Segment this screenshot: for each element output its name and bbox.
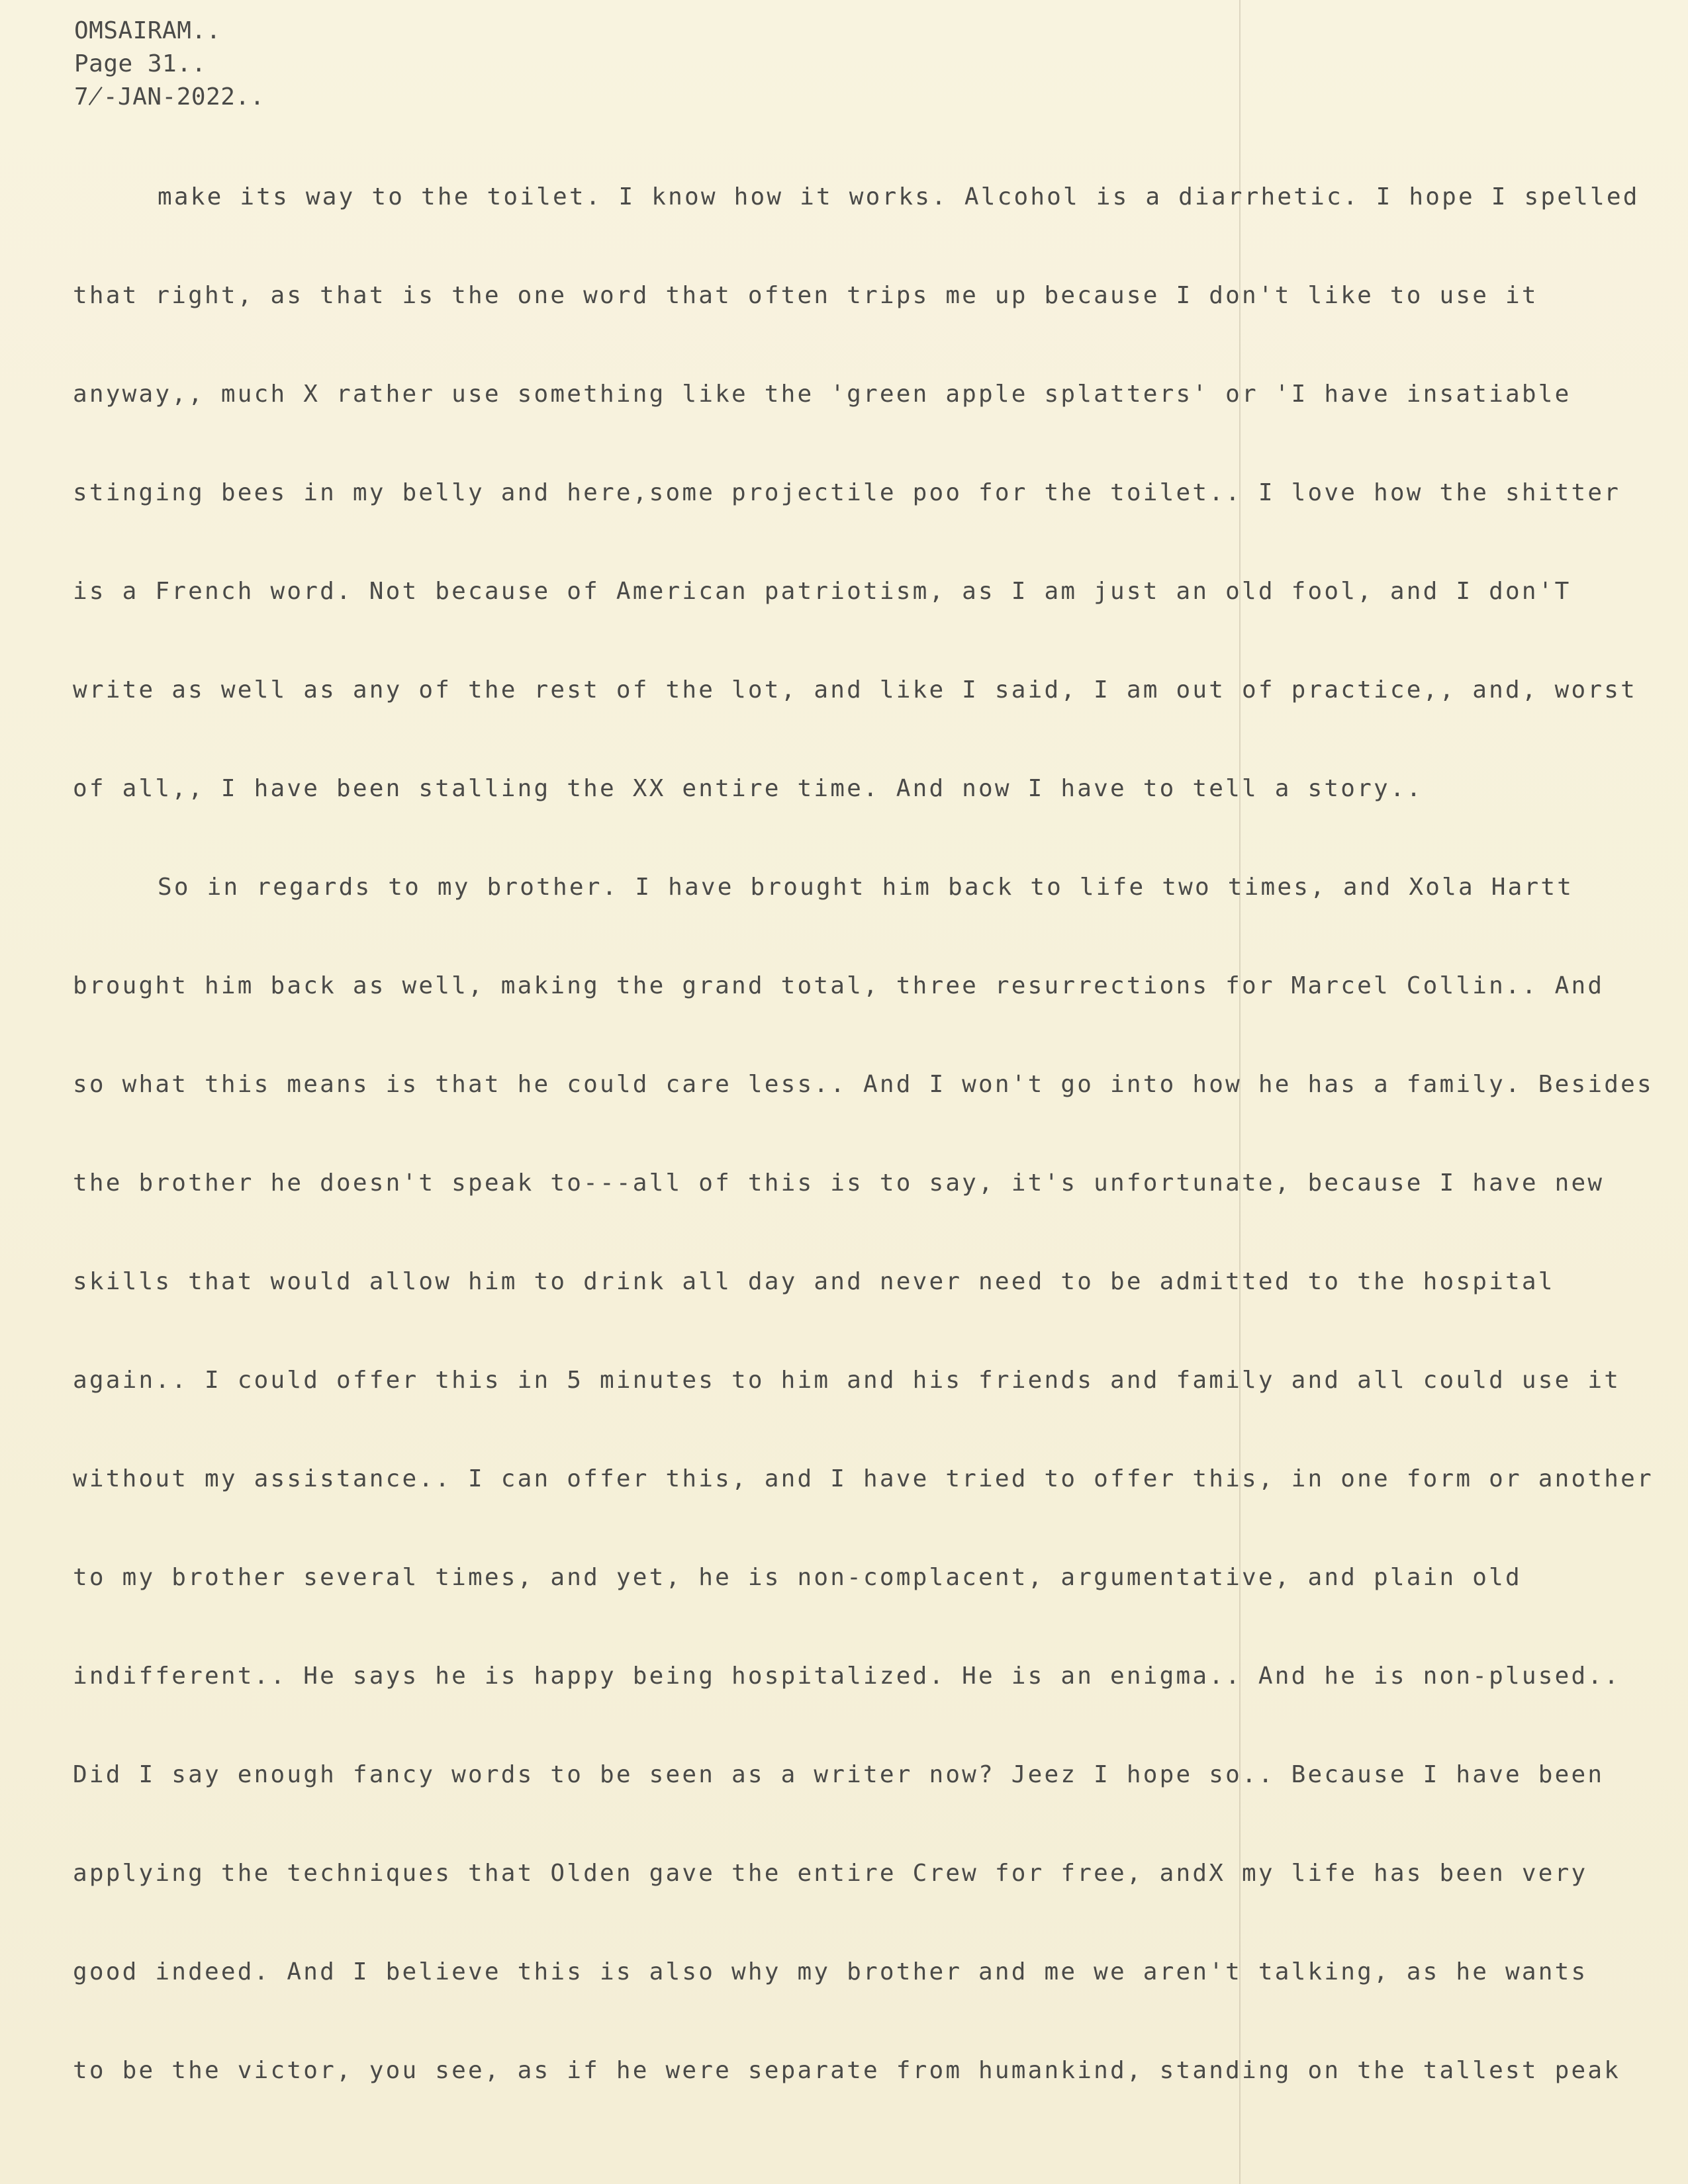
text-line: to be the victor, you see, as if he were separate from humankind, standing on the tallest peak xyxy=(73,2057,1621,2084)
text-line: stinging bees in my belly and here,some projectile poo for the toilet.. I love how the shitter xyxy=(73,479,1621,506)
body-text xyxy=(73,173,1654,2146)
text-line: to my brother several times, and yet, he is non-complacent, argumentative, and plain old xyxy=(73,1564,1522,1591)
text-line: write as well as any of the rest of the lot, and like I said, I am out of practice,, and, worst xyxy=(73,676,1638,704)
text-line: applying the techniques that Olden gave the entire Crew for free, andX my life has been very xyxy=(73,1860,1588,1887)
text-line: again.. I could offer this in 5 minutes to him and his friends and family and all could use it xyxy=(73,1367,1621,1394)
text-line: of all,, I have been stalling the XX entire time. And now I have to tell a story.. xyxy=(73,775,1423,802)
text-line: brought him back as well, making the grand total, three resurrections for Marcel Collin.. And xyxy=(73,972,1605,999)
text-line: that right, as that is the one word that often trips me up because I don't like to use it xyxy=(73,282,1538,309)
page-header xyxy=(74,15,265,114)
text-line: Did I say enough fancy words to be seen as a writer now? Jeez I hope so.. Because I have been xyxy=(73,1761,1605,1788)
text-line: without my assistance.. I can offer this, and I have tried to offer this, in one form or another xyxy=(73,1465,1654,1492)
header-date: 7̸-JAN-2022.. xyxy=(74,83,265,111)
text-line: the brother he doesn't speak to---all of this is to say, it's unfortunate, because I have new xyxy=(73,1169,1605,1197)
text-line: indifferent.. He says he is happy being hospitalized. He is an enigma.. And he is non-plused.. xyxy=(73,1662,1621,1690)
text-line: anyway,, much X rather use something like the 'green apple splatters' or 'I have insatiable xyxy=(73,381,1571,408)
header-page-number: Page 31.. xyxy=(74,50,207,77)
text-line: good indeed. And I believe this is also why my brother and me we aren't talking, as he wants xyxy=(73,1958,1588,1985)
header-title: OMSAIRAM.. xyxy=(74,17,221,44)
text-line: is a French word. Not because of American patriotism, as I am just an old fool, and I don'T xyxy=(73,578,1571,605)
text-line: so what this means is that he could care less.. And I won't go into how he has a family. Besides xyxy=(73,1071,1654,1098)
text-line: make its way to the toilet. I know how it works. Alcohol is a diarrhetic. I hope I spelled xyxy=(158,183,1640,210)
text-line: skills that would allow him to drink all day and never need to be admitted to the hospital xyxy=(73,1268,1555,1295)
text-line: So in regards to my brother. I have brought him back to life two times, and Xola Hartt xyxy=(158,874,1574,901)
